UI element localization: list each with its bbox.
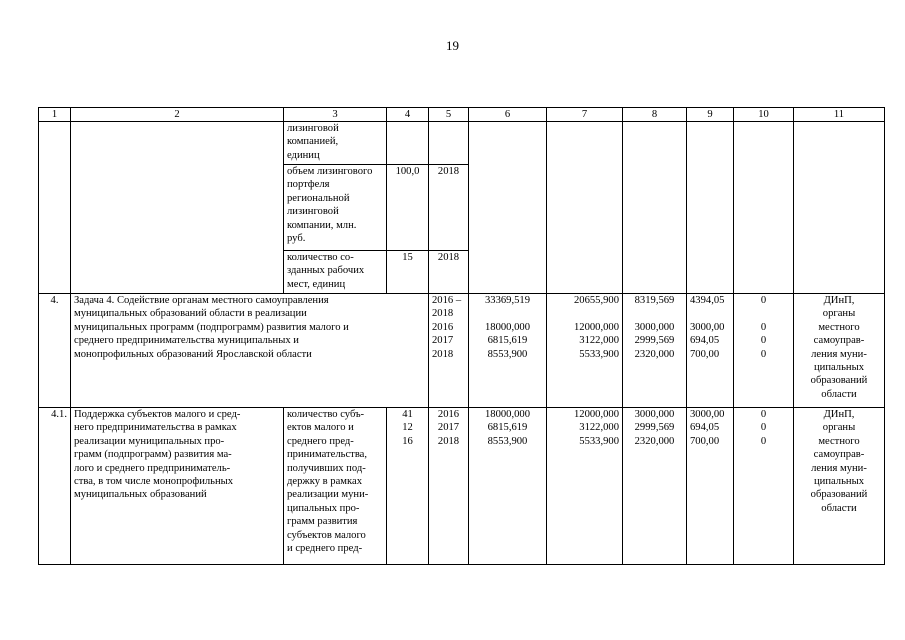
cont-c10 <box>734 122 794 294</box>
cont-value-1 <box>387 122 429 165</box>
row41-values: 41 12 16 <box>387 408 429 565</box>
col-header-8: 8 <box>623 108 687 122</box>
continuation-row-1 <box>39 122 885 165</box>
col-header-7: 7 <box>547 108 623 122</box>
task4-col6: 33369,519 18000,000 6815,619 8553,900 <box>469 294 547 408</box>
row41-col8: 3000,000 2999,569 2320,000 <box>623 408 687 565</box>
cont-year-1 <box>429 122 469 165</box>
col-header-6: 6 <box>469 108 547 122</box>
task4-years: 2016 – 2018 2016 2017 2018 <box>429 294 469 408</box>
col-header-10: 10 <box>734 108 794 122</box>
cont-c7 <box>547 122 623 294</box>
col-header-1: 1 <box>39 108 71 122</box>
indicator-leasing-portfolio-value: 100,0 <box>387 165 429 251</box>
row41-number: 4.1. <box>39 408 71 565</box>
col-header-4: 4 <box>387 108 429 122</box>
col-header-3: 3 <box>284 108 387 122</box>
task4-row <box>39 294 885 408</box>
task4-col9: 4394,05 3000,00 694,05 700,00 <box>687 294 734 408</box>
row41-executor: ДИнП, органы местного самоуправ- ления муни- ципальных образований области <box>794 408 885 565</box>
cont-num-cell <box>39 122 71 294</box>
col-header-5: 5 <box>429 108 469 122</box>
page-number: 19 <box>446 38 459 53</box>
indicator-jobs-created: количество со- зданных рабочих мест, единиц <box>284 251 387 294</box>
col-header-2: 2 <box>71 108 284 122</box>
indicator-leasing-portfolio-year: 2018 <box>429 165 469 251</box>
row41-indicator: количество субъ- ектов малого и среднего пред- принимательства, получивших под- держку в рамках реализации муни- ципальных про- грамм развития субъектов малого и среднего пред- <box>284 408 387 565</box>
indicator-jobs-created-value: 15 <box>387 251 429 294</box>
task4-title: Задача 4. Содействие органам местного самоуправления муниципальных образований области в реализации муниципальных программ (подпрограмм) развития малого и среднего предпринимательства муниципальных и монопрофильных образований Ярославской области <box>71 294 429 408</box>
cont-c11 <box>794 122 885 294</box>
indicator-jobs-created-year: 2018 <box>429 251 469 294</box>
row41-col10: 0 0 0 <box>734 408 794 565</box>
row41-title: Поддержка субъектов малого и сред- него предпринимательства в рамках реализации муниципальных про- грамм (подпрограмм) развития ма- лого и среднего предприниматель- ства, в том числе монопрофильных муниципальных образований <box>71 408 284 565</box>
cont-c8 <box>623 122 687 294</box>
indicator-leasing-portfolio: объем лизингового портфеля региональной лизинговой компании, млн. руб. <box>284 165 387 251</box>
task4-executor: ДИнП, органы местного самоуправ- ления муни- ципальных образований области <box>794 294 885 408</box>
cont-c9 <box>687 122 734 294</box>
row-4-1 <box>39 408 885 565</box>
cont-title-cell <box>71 122 284 294</box>
row41-col6: 18000,000 6815,619 8553,900 <box>469 408 547 565</box>
task4-col10: 0 0 0 0 <box>734 294 794 408</box>
header-row <box>39 108 885 122</box>
row41-years: 2016 2017 2018 <box>429 408 469 565</box>
cont-c6 <box>469 122 547 294</box>
col-header-9: 9 <box>687 108 734 122</box>
task4-number: 4. <box>39 294 71 408</box>
col-header-11: 11 <box>794 108 885 122</box>
program-table <box>38 107 885 565</box>
row41-col7: 12000,000 3122,000 5533,900 <box>547 408 623 565</box>
indicator-leasing-company: лизинговой компанией, единиц <box>284 122 387 165</box>
task4-col7: 20655,900 12000,000 3122,000 5533,900 <box>547 294 623 408</box>
task4-col8: 8319,569 3000,000 2999,569 2320,000 <box>623 294 687 408</box>
row41-col9: 3000,00 694,05 700,00 <box>687 408 734 565</box>
